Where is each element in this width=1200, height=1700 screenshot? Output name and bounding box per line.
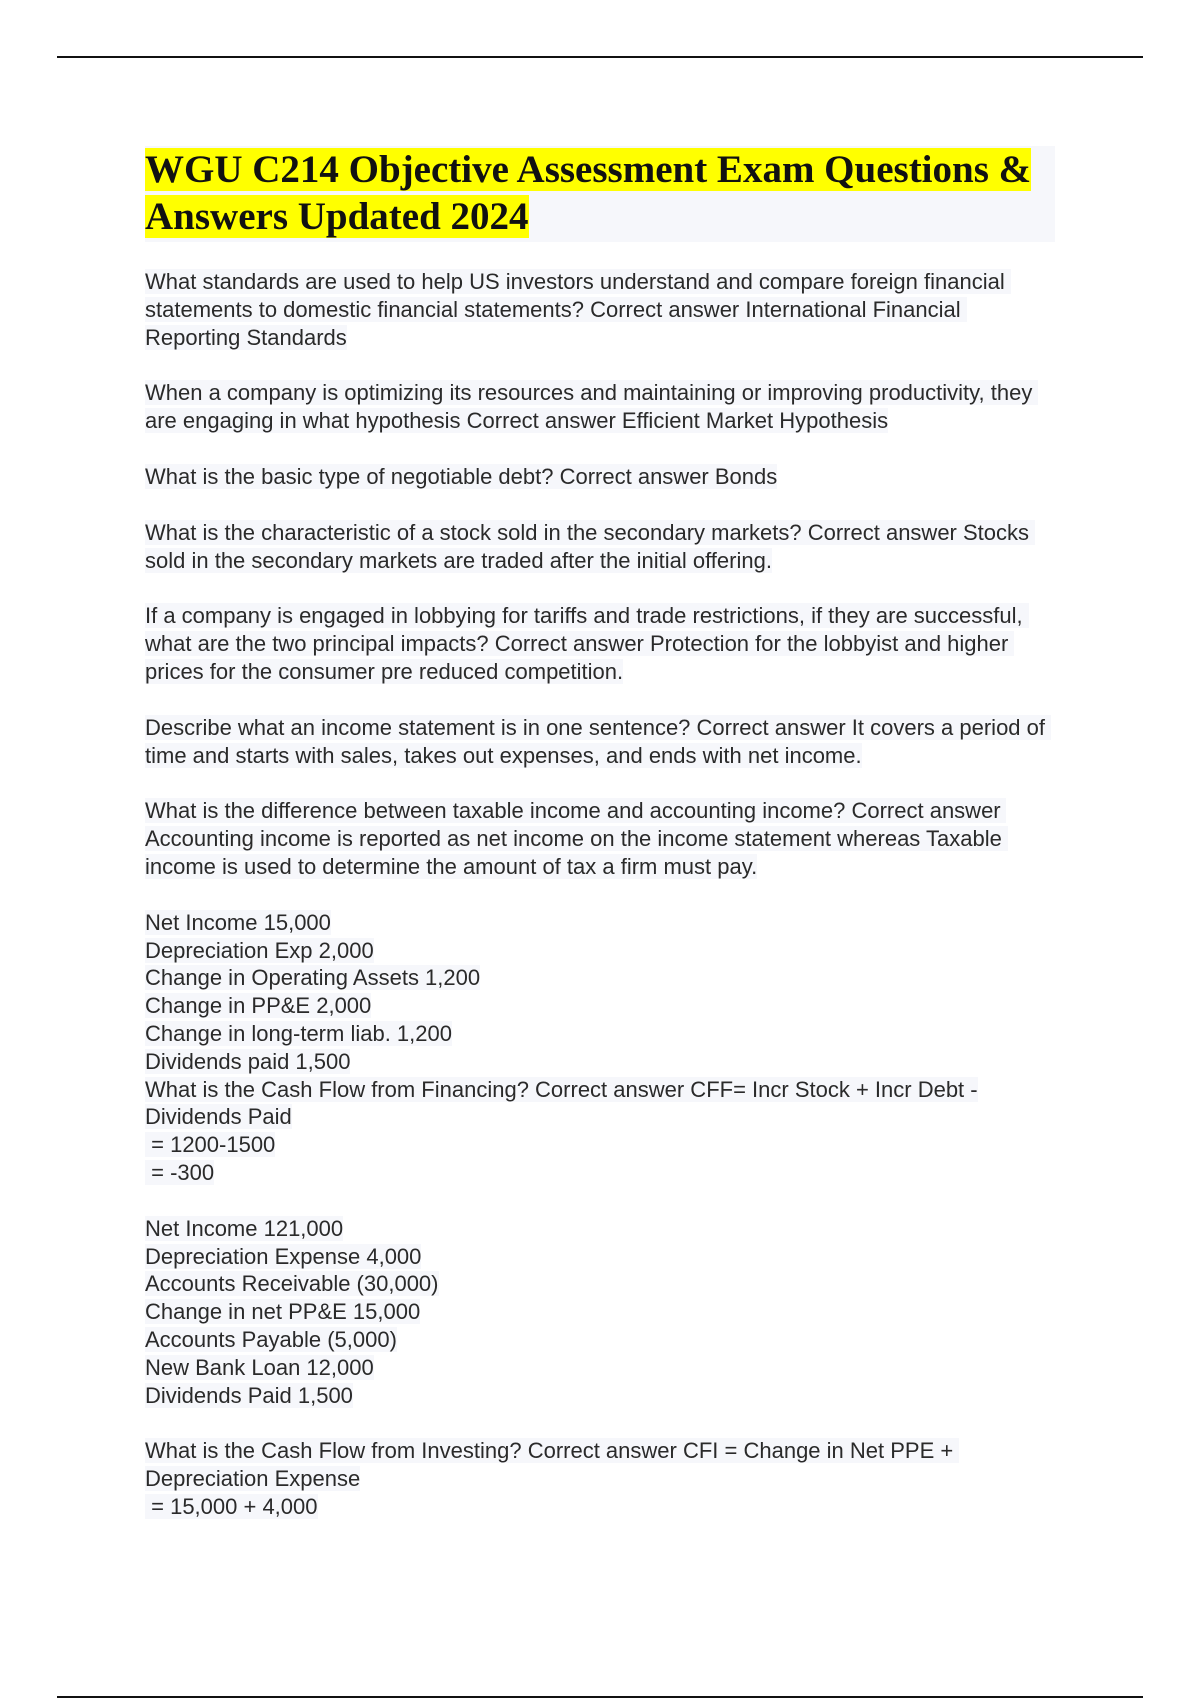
qa-item: What is the difference between taxable income and accounting income? Correct answer Accounting income is reported as net income on the income statement whereas Taxable income is used to determine the amount of tax a firm must pay.: [145, 798, 1008, 879]
data-line: Net Income 121,000: [145, 1215, 344, 1241]
data-line: Depreciation Expense 4,000: [145, 1243, 422, 1269]
data-line: New Bank Loan 12,000: [145, 1354, 374, 1380]
qa-item: What is the characteristic of a stock sold in the secondary markets? Correct answer Stocks sold in the secondary markets are traded after the initial offering.: [145, 519, 1036, 573]
data-line: Accounts Payable (5,000): [145, 1326, 397, 1352]
qa-item: What is the basic type of negotiable debt? Correct answer Bonds: [145, 463, 778, 489]
title-block: [145, 146, 1055, 242]
investing-problem: [145, 1437, 1055, 1520]
problem-line: = 15,000 + 4,000: [145, 1493, 318, 1519]
document-body: [145, 146, 1055, 1549]
problem-line: What is the Cash Flow from Investing? Correct answer CFI = Change in Net PPE + Depreciation Expense: [145, 1438, 960, 1492]
problem-line: Change in PP&E 2,000: [145, 993, 372, 1019]
qa-item: Describe what an income statement is in one sentence? Correct answer It covers a period of time and starts with sales, takes out expenses, and ends with net income.: [145, 714, 1052, 768]
problem-line: Dividends paid 1,500: [145, 1048, 351, 1074]
data-line: Dividends Paid 1,500: [145, 1382, 353, 1408]
investing-data: [145, 1215, 1055, 1410]
problem-line: Depreciation Exp 2,000: [145, 937, 374, 963]
problem-line: What is the Cash Flow from Financing? Correct answer CFF= Incr Stock + Incr Debt -Dividends Paid: [145, 1076, 978, 1130]
document-title: WGU C214 Objective Assessment Exam Questions & Answers Updated 2024: [145, 148, 1032, 238]
data-line: Change in net PP&E 15,000: [145, 1299, 421, 1325]
bottom-rule: [57, 1696, 1143, 1698]
qa-item: What standards are used to help US investors understand and compare foreign financial statements to domestic financial statements? Correct answer International Financial Reporting Standards: [145, 269, 1011, 350]
problem-line: = -300: [145, 1159, 215, 1185]
qa-item: If a company is engaged in lobbying for tariffs and trade restrictions, if they are successful, what are the two principal impacts? Correct answer Protection for the lobbyist and higher prices for the consumer pre reduced competition.: [145, 603, 1029, 684]
problem-line: Change in long-term liab. 1,200: [145, 1020, 452, 1046]
problem-line: Net Income 15,000: [145, 909, 331, 935]
data-line: Accounts Receivable (30,000): [145, 1271, 439, 1297]
financing-problem: [145, 909, 1055, 1187]
qa-item: When a company is optimizing its resources and maintaining or improving productivity, they are engaging in what hypothesis Correct answer Efficient Market Hypothesis: [145, 380, 1039, 434]
problem-line: = 1200-1500: [145, 1132, 276, 1158]
top-rule: [57, 56, 1143, 58]
problem-line: Change in Operating Assets 1,200: [145, 965, 481, 991]
